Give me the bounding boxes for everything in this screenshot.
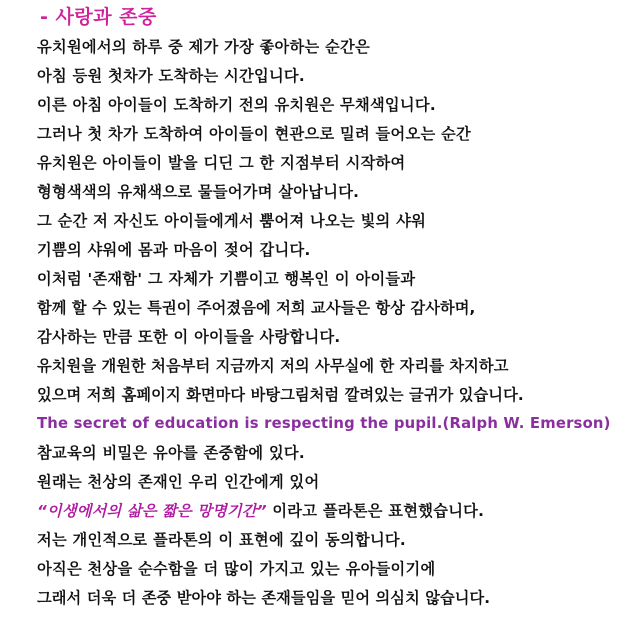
plato-quote-suffix: 이라고 플라톤은 표현했습니다.: [266, 502, 485, 520]
translation-line-2: 원래는 천상의 존재인 우리 인간에게 있어: [37, 473, 320, 491]
closing-line-3: 그래서 더욱 더 존중 받아야 하는 존재들임을 믿어 의심치 않습니다.: [37, 589, 491, 607]
english-quote: The secret of education is respecting the pupil.(Ralph W. Emerson): [37, 415, 611, 432]
body-line-12: 유치원을 개원한 처음부터 지금까지 저의 사무실에 한 자리를 차지하고: [37, 357, 509, 375]
body-line-11: 감사하는 만큼 또한 이 아이들을 사랑합니다.: [37, 328, 341, 346]
translation-line-1: 참교육의 비밀은 유아를 존중함에 있다.: [37, 444, 305, 462]
body-line-13: 있으며 저희 홈페이지 화면마다 바탕그림처럼 깔려있는 글귀가 있습니다.: [37, 386, 524, 404]
body-line-6: 형형색색의 유채색으로 물들어가며 살아납니다.: [37, 183, 360, 201]
body-line-5: 유치원은 아이들이 발을 디딘 그 한 지점부터 시작하여: [37, 154, 406, 172]
body-line-8: 기쁨의 샤워에 몸과 마음이 젖어 갑니다.: [37, 241, 311, 259]
plato-line: [37, 497, 484, 525]
closing-line-2: 아직은 천상을 순수함을 더 많이 가지고 있는 유아들이기에: [37, 560, 436, 578]
body-line-3: 이른 아침 아이들이 도착하기 전의 유치원은 무채색입니다.: [37, 96, 436, 114]
plato-quote: “이생에서의 삶은 짧은 망명기간”: [37, 502, 267, 520]
body-line-7: 그 순간 저 자신도 아이들에게서 뿜어져 나오는 빛의 샤워: [37, 212, 427, 230]
body-line-4: 그러나 첫 차가 도착하여 아이들이 현관으로 밀려 들어오는 순간: [37, 125, 471, 143]
closing-line-1: 저는 개인적으로 플라톤의 이 표현에 깊이 동의합니다.: [37, 531, 406, 549]
body-line-1: 유치원에서의 하루 중 제가 가장 좋아하는 순간은: [37, 38, 370, 56]
body-line-2: 아침 등원 첫차가 도착하는 시간입니다.: [37, 67, 305, 85]
body-line-10: 함께 할 수 있는 특권이 주어졌음에 저희 교사들은 항상 감사하며,: [37, 299, 476, 317]
body-line-9: 이처럼 '존재함' 그 자체가 기쁨이고 행복인 이 아이들과: [37, 270, 416, 288]
section-title: - 사랑과 존중: [40, 6, 157, 28]
